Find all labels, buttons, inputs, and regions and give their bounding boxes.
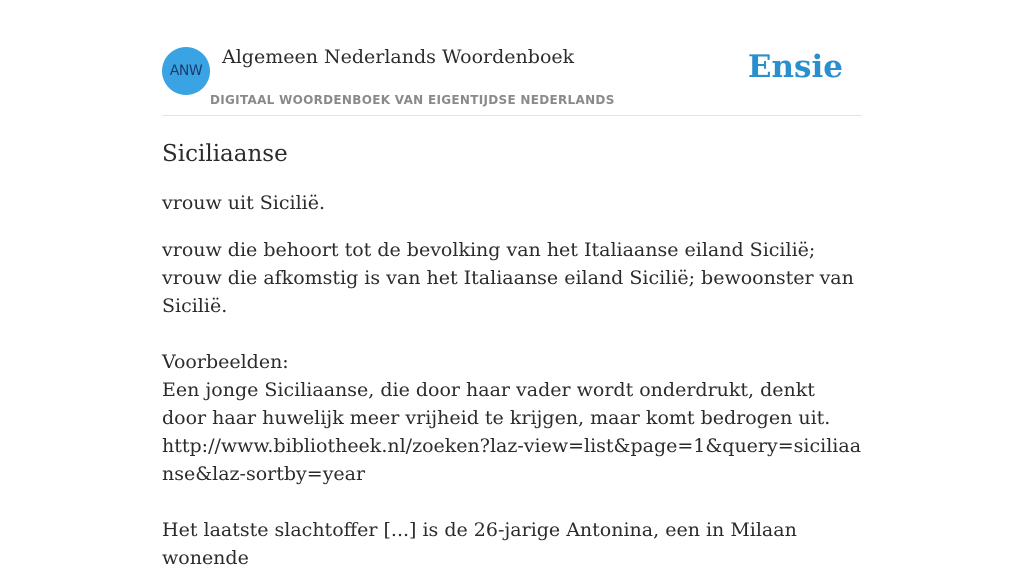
site-subtitle: DIGITAAL WOORDENBOEK VAN EIGENTIJDSE NEDERLANDS — [210, 93, 615, 107]
example-source-link[interactable]: http://www.bibliotheek.nl/zoeken?laz-view=list&page=1&query=siciliaanse&laz-sortby=year — [162, 435, 862, 485]
ensie-logo[interactable]: Ensie — [747, 49, 843, 85]
short-definition: vrouw uit Sicilië. — [162, 192, 326, 214]
site-header — [162, 46, 862, 116]
anw-logo[interactable]: ANW — [162, 47, 210, 95]
example-text-2: Het laatste slachtoffer [...] is de 26-jarige Antonina, een in Milaan wonende — [162, 519, 797, 569]
long-definition: vrouw die behoort tot de bevolking van het Italiaanse eiland Sicilië; vrouw die afkomstig is van het Italiaanse eiland Sicilië; bewoonster van Sicilië. — [162, 239, 854, 317]
entry-content — [162, 138, 862, 572]
definition-block — [162, 236, 862, 572]
example-text: Een jonge Siciliaanse, die door haar vader wordt onderdrukt, denkt door haar huwelijk meer vrijheid te krijgen, maar komt bedrogen uit. — [162, 379, 831, 429]
examples-label: Voorbeelden: — [162, 351, 289, 373]
site-title[interactable]: Algemeen Nederlands Woordenboek — [222, 46, 575, 68]
page-title: Siciliaanse — [162, 141, 288, 167]
